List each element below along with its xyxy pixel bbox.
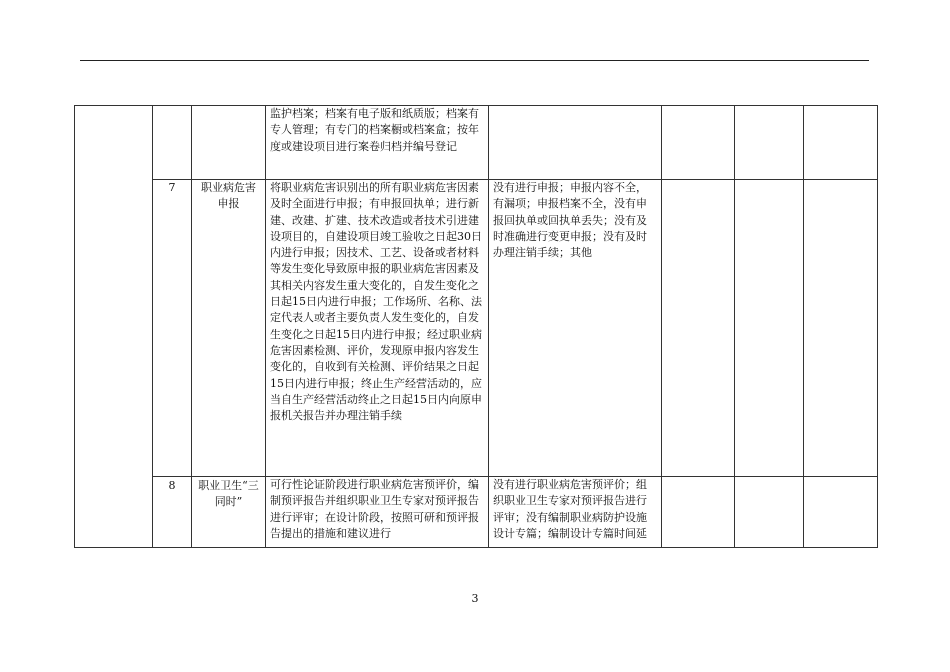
row-number: 7: [153, 180, 192, 477]
page-number: 3: [471, 592, 479, 605]
issues-cell: 没有进行职业病危害预评价；组织职业卫生专家对预评报告进行评审；没有编制职业病防护设施设计专篇；编制设计专篇时间延: [489, 477, 662, 548]
blank-cell: [735, 106, 804, 180]
item-name: 职业病危害申报: [192, 180, 266, 477]
blank-cell: [735, 180, 804, 477]
header-rule: [80, 60, 869, 61]
blank-cell: [662, 106, 735, 180]
item-name: 职业卫生“三同时”: [192, 477, 266, 548]
blank-cell: [735, 477, 804, 548]
issues-cell: 没有进行申报；申报内容不全，有漏项；申报档案不全，没有申报回执单或回执单丢失；没有及时准确进行变更申报；没有及时办理注销手续；其他: [489, 180, 662, 477]
blank-cell: [804, 477, 878, 548]
inspection-table: [74, 105, 878, 548]
requirement-cell: 将职业病危害识别出的所有职业病危害因素及时全面进行申报；有申报回执单；进行新建、改建、扩建、技术改造或者技术引进建设项目的，自建设项目竣工验收之日起30日内进行申报；因技术、工艺、设备或者材料等发生变化导致原申报的职业病危害因素及其相关内容发生重大变化的，自发生变化之日起15日内进行申报；工作场所、名称、法定代表人或者主要负责人发生变化的，自发生变化之日起15日内进行申报；经过职业病危害因素检测、评价，发现原申报内容发生变化的，自收到有关检测、评价结果之日起15日内进行申报；终止生产经营活动的，应当自生产经营活动终止之日起15日内向原申报机关报告并办理注销手续: [266, 180, 489, 477]
blank-cell: [804, 106, 878, 180]
row-number: 8: [153, 477, 192, 548]
requirement-cell: 监护档案；档案有电子版和纸质版；档案有专人管理；有专门的档案橱或档案盒；按年度或建设项目进行案卷归档并编号登记: [266, 106, 489, 180]
item-name: [192, 106, 266, 180]
table-row: [75, 106, 878, 180]
row-number: [153, 106, 192, 180]
category-cell: [75, 106, 153, 548]
blank-cell: [662, 180, 735, 477]
requirement-cell: 可行性论证阶段进行职业病危害预评价，编制预评报告并组织职业卫生专家对预评报告进行评审；在设计阶段，按照可研和预评报告提出的措施和建议进行: [266, 477, 489, 548]
blank-cell: [662, 477, 735, 548]
issues-cell: [489, 106, 662, 180]
blank-cell: [804, 180, 878, 477]
table-row: [75, 477, 878, 548]
table-row: [75, 180, 878, 477]
